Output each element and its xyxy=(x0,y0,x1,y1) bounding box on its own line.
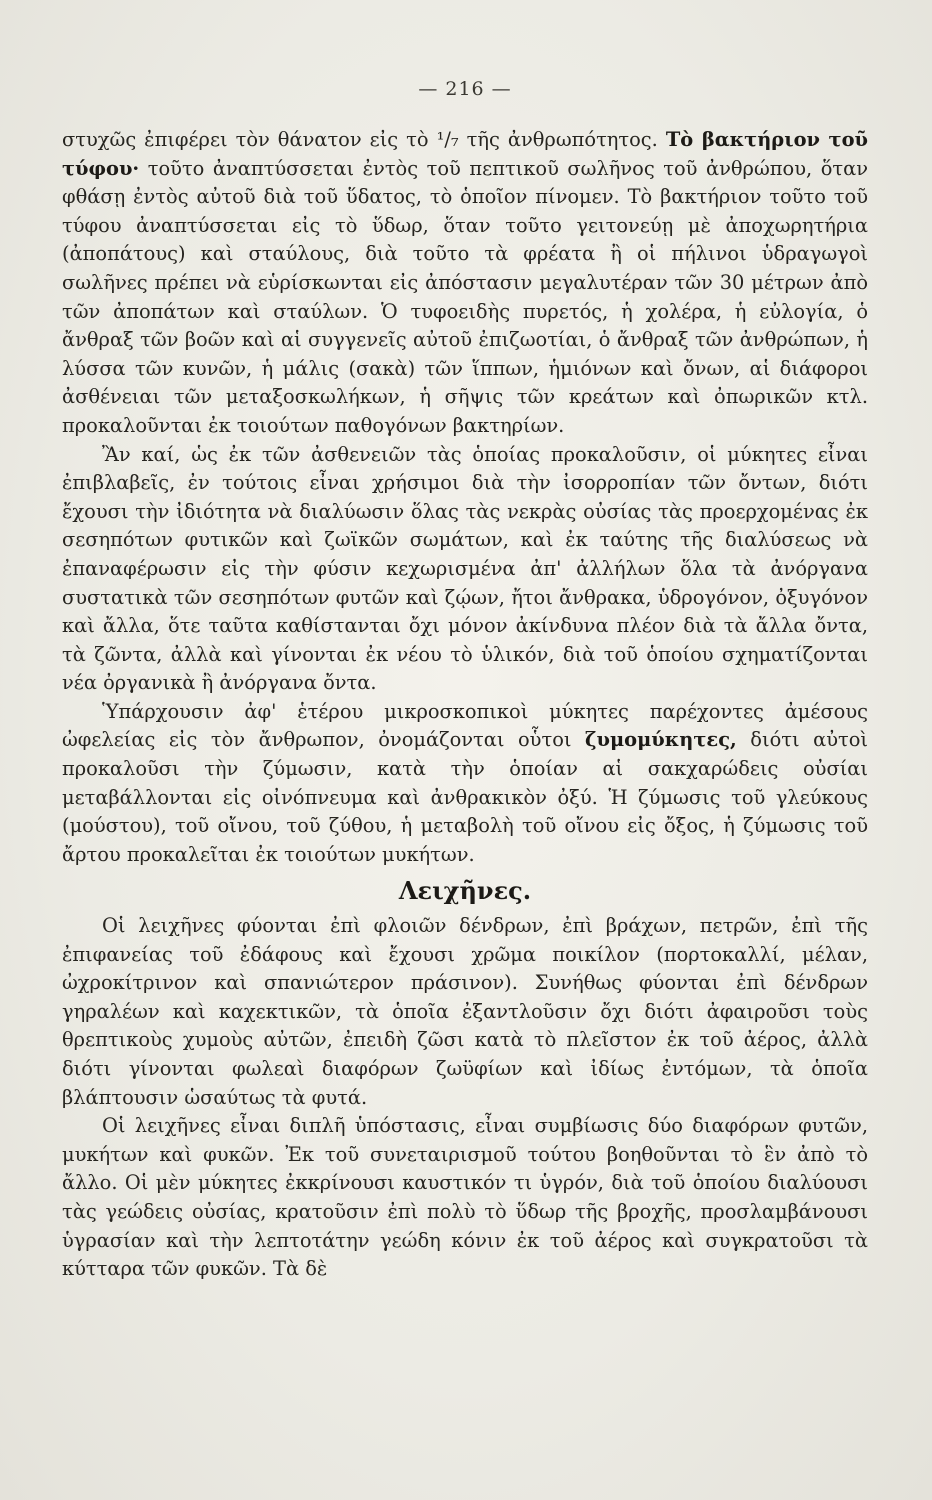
paragraph-text: διότι αὐτοὶ προκαλοῦσι τὴν ζύμωσιν, κατὰ τὴν ὁποίαν αἱ σακχαρώδεις οὐσίαι μεταβάλλονται εἰς οἰνόπνευμα καὶ ἀνθρακικὸν ὀξύ. Ἡ ζύμωσις τοῦ γλεύκους (μούστου), τοῦ οἴνου, τοῦ ζύθου, ἡ μεταβολὴ τοῦ οἴνου εἰς ὄξος, ἡ ζύμωσις τοῦ ἄρτου προκαλεῖται ἐκ τοιούτων μυκήτων. xyxy=(62,728,868,866)
paragraph-yeasts xyxy=(62,698,868,870)
bold-term-yeasts: ζυμομύκητες, xyxy=(585,728,737,752)
section-heading-lichens: Λειχῆνες. xyxy=(398,876,532,906)
paragraph-fungi-usefulness: Ἂν καί, ὡς ἐκ τῶν ἀσθενειῶν τὰς ὁποίας προκαλοῦσιν, οἱ μύκητες εἶναι ἐπιβλαβεῖς, ἐν τούτοις εἶναι χρήσιμοι διὰ τὴν ἰσορροπίαν τῶν ὄντων, διότι ἔχουσι τὴν ἰδιότητα νὰ διαλύωσιν ὅλας τὰς νεκρὰς οὐσίας τὰς προερχομένας ἐκ σεσηπότων φυτικῶν καὶ ζωϊκῶν σωμάτων, καὶ ἐκ ταύτης τῆς διαλύσεως νὰ ἐπαναφέρωσιν εἰς τὴν φύσιν κεχωρισμένα ἀπ' ἀλλήλων ὅλα τὰ ἀνόργανα συστατικὰ τῶν σεσηπότων φυτῶν καὶ ζῴων, ἤτοι ἄνθρακα, ὑδρογόνον, ὀξυγόνον καὶ ἄλλα, ὅτε ταῦτα καθίστανται ὄχι μόνον ἀκίνδυνα πλέον διὰ τὰ ἄλλα ὄντα, τὰ ζῶντα, ἀλλὰ καὶ γίνονται ἐκ νέου τὸ ὑλικόν, διὰ τοῦ ὁποίου σχηματίζονται νέα ὀργανικὰ ἢ ἀνόργανα ὄντα. xyxy=(62,442,868,695)
paragraph-text: Ὑπάρχουσιν ἀφ' ἑτέρου μικροσκοπικοὶ μύκητες παρέχοντες ἀμέσους ὠφελείας εἰς τὸν ἄνθρωπον, ὀνομάζονται οὗτοι xyxy=(62,699,868,752)
paragraph-lichens-habitat: Οἱ λειχῆνες φύονται ἐπὶ φλοιῶν δένδρων, ἐπὶ βράχων, πετρῶν, ἐπὶ τῆς ἐπιφανείας τοῦ ἐδάφους καὶ ἔχουσι χρῶμα ποικίλον (πορτοκαλλί, μέλαν, ὠχροκίτρινον καὶ σπανιώτερον πράσινον). Συνήθως φύονται ἐπὶ δένδρων γηραλέων καὶ καχεκτικῶν, τὰ ὁποῖα ἐξαντλοῦσιν ὄχι διότι ἀφαιροῦσι τοὺς θρεπτικοὺς χυμοὺς αὐτῶν, ἐπειδὴ ζῶσι κατὰ τὸ πλεῖστον ἐκ τοῦ ἀέρος, ἀλλὰ διότι γίνονται φωλεαὶ διαφόρων ζωϋφίων καὶ ἰδίως ἐντόμων, τὰ ὁποῖα βλάπτουσιν ὡσαύτως τὰ φυτά. xyxy=(62,914,868,1109)
bold-term-typhus-bacterium: Τὸ βακτήριον τοῦ τύφου· xyxy=(62,128,868,180)
body-text xyxy=(62,126,868,1284)
page-number: — 216 — xyxy=(418,78,512,100)
paragraph-text: στυχῶς ἐπιφέρει τὸν θάνατον εἰς τὸ ¹/₇ τῆς ἀνθρωπότητος. xyxy=(62,128,658,151)
paragraph-bacteria-typhus xyxy=(62,126,868,441)
paragraph-text: τοῦτο ἀναπτύσσεται ἐντὸς τοῦ πεπτικοῦ σωλῆνος τοῦ ἀνθρώπου, ὅταν φθάσῃ ἐντὸς αὐτοῦ διὰ τοῦ ὕδατος, τὸ ὁποῖον πίνομεν. Τὸ βακτήριον τοῦτο τοῦ τύφου ἀναπτύσσεται εἰς τὸ ὕδωρ, ὅταν τοῦτο γειτονεύῃ μὲ ἀποχωρητήρια (ἀποπάτους) καὶ σταύλους, διὰ τοῦτο τὰ φρέατα ἢ οἱ πήλινοι ὑδραγωγοὶ σωλῆνες πρέπει νὰ εὑρίσκωνται εἰς ἀπόστασιν μεγαλυτέραν τῶν 30 μέτρων ἀπὸ τῶν ἀποπάτων καὶ σταύλων. Ὁ τυφοειδὴς πυρετός, ἡ χολέρα, ἡ εὐλογία, ὁ ἄνθραξ τῶν βοῶν καὶ αἱ συγγενεῖς αὐτοῦ ἐπιζωοτίαι, ὁ ἄνθραξ τῶν ἀνθρώπων, ἡ λύσσα τῶν κυνῶν, ἡ μάλις (σακὰ) τῶν ἵππων, ἡμιόνων καὶ ὄνων, αἱ διάφοροι ἀσθένειαι τῶν μεταξοσκωλήκων, ἡ σῆψις τῶν κρεάτων καὶ ὀπωρικῶν κτλ. προκαλοῦνται ἐκ τοιούτων παθογόνων βακτηρίων. xyxy=(62,156,868,437)
paragraph-lichens-symbiosis: Οἱ λειχῆνες εἶναι διπλῆ ὑπόστασις, εἶναι συμβίωσις δύο διαφόρων φυτῶν, μυκήτων καὶ φυκῶν. Ἐκ τοῦ συνεταιρισμοῦ τούτου βοηθοῦνται τὸ ἓν ἀπὸ τὸ ἄλλο. Οἱ μὲν μύκητες ἐκκρίνουσι καυστικόν τι ὑγρόν, διὰ τοῦ ὁποίου διαλύουσι τὰς γεώδεις οὐσίας, κρατοῦσιν ἐπὶ πολὺ τὸ ὕδωρ τῆς βροχῆς, προσλαμβάνουσι ὑγρασίαν καὶ τὴν λεπτοτάτην γεώδη κόνιν ἐκ τοῦ ἀέρος καὶ συγκρατοῦσι τὰ κύτταρα τῶν φυκῶν. Τὰ δὲ xyxy=(62,1114,868,1281)
